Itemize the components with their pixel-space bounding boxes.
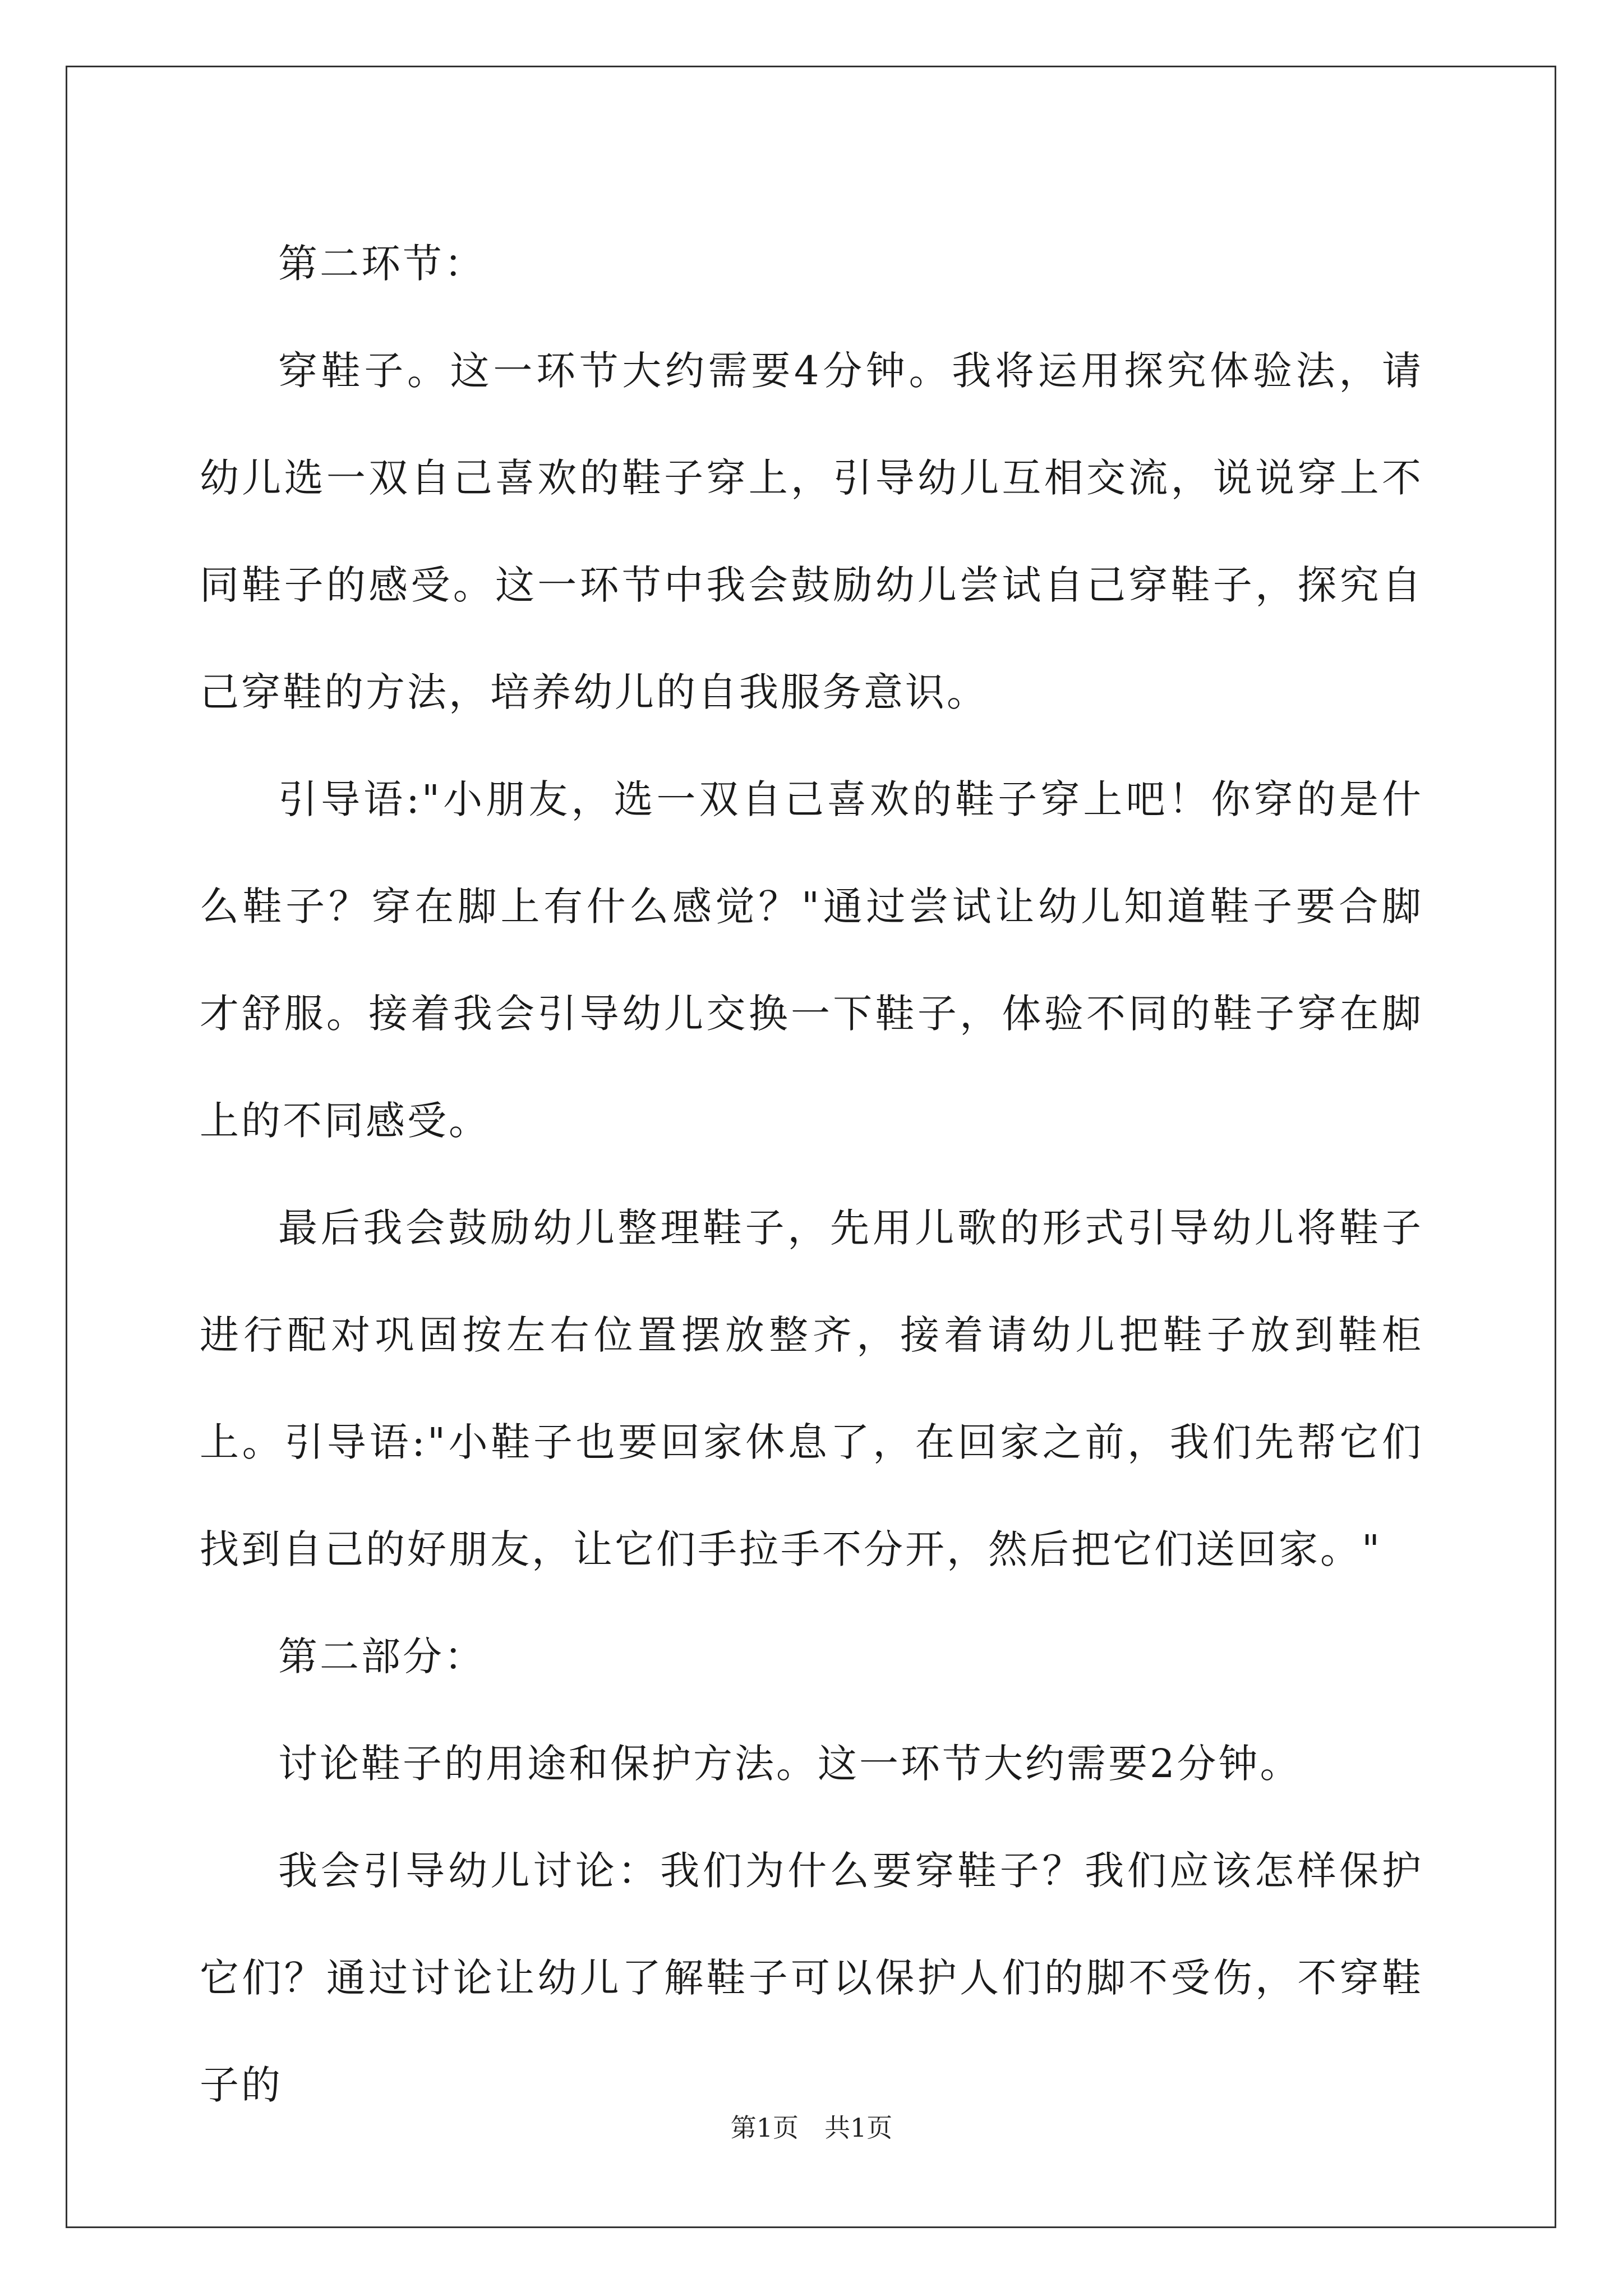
page-number: 第1页	[730, 2113, 799, 2143]
paragraph-guide-speech: 引导语:"小朋友，选一双自己喜欢的鞋子穿上吧！你穿的是什么鞋子？穿在脚上有什么感觉？"通过尝试让幼儿知道鞋子要合脚才舒服。接着我会引导幼儿交换一下鞋子，体验不同的鞋子穿在脚上的不同感受。	[200, 776, 1423, 1144]
paragraph-wear-shoes: 穿鞋子。这一环节大约需要4分钟。我将运用探究体验法，请幼儿选一双自己喜欢的鞋子穿上，引导幼儿互相交流，说说穿上不同鞋子的感受。这一环节中我会鼓励幼儿尝试自己穿鞋子，探究自己穿鞋的方法，培养幼儿的自我服务意识。	[200, 348, 1423, 715]
document-body	[200, 210, 1423, 2139]
page-total: 共1页	[824, 2113, 893, 2143]
paragraph-part-heading: 第二部分：	[278, 1634, 486, 1680]
page-footer	[0, 2111, 1623, 2145]
paragraph-discussion-detail: 我会引导幼儿讨论：我们为什么要穿鞋子？我们应该怎样保护它们？通过讨论让幼儿了解鞋子可以保护人们的脚不受伤，不穿鞋子的	[200, 1848, 1423, 2108]
paragraph-section-heading: 第二环节：	[278, 241, 486, 287]
paragraph-discussion-intro: 讨论鞋子的用途和保护方法。这一环节大约需要2分钟。	[278, 1741, 1302, 1787]
paragraph-tidy-shoes: 最后我会鼓励幼儿整理鞋子，先用儿歌的形式引导幼儿将鞋子进行配对巩固按左右位置摆放整齐，接着请幼儿把鞋子放到鞋柜上。引导语:"小鞋子也要回家休息了，在回家之前，我们先帮它们找到自己的好朋友，让它们手拉手不分开，然后把它们送回家。"	[200, 1205, 1423, 1572]
